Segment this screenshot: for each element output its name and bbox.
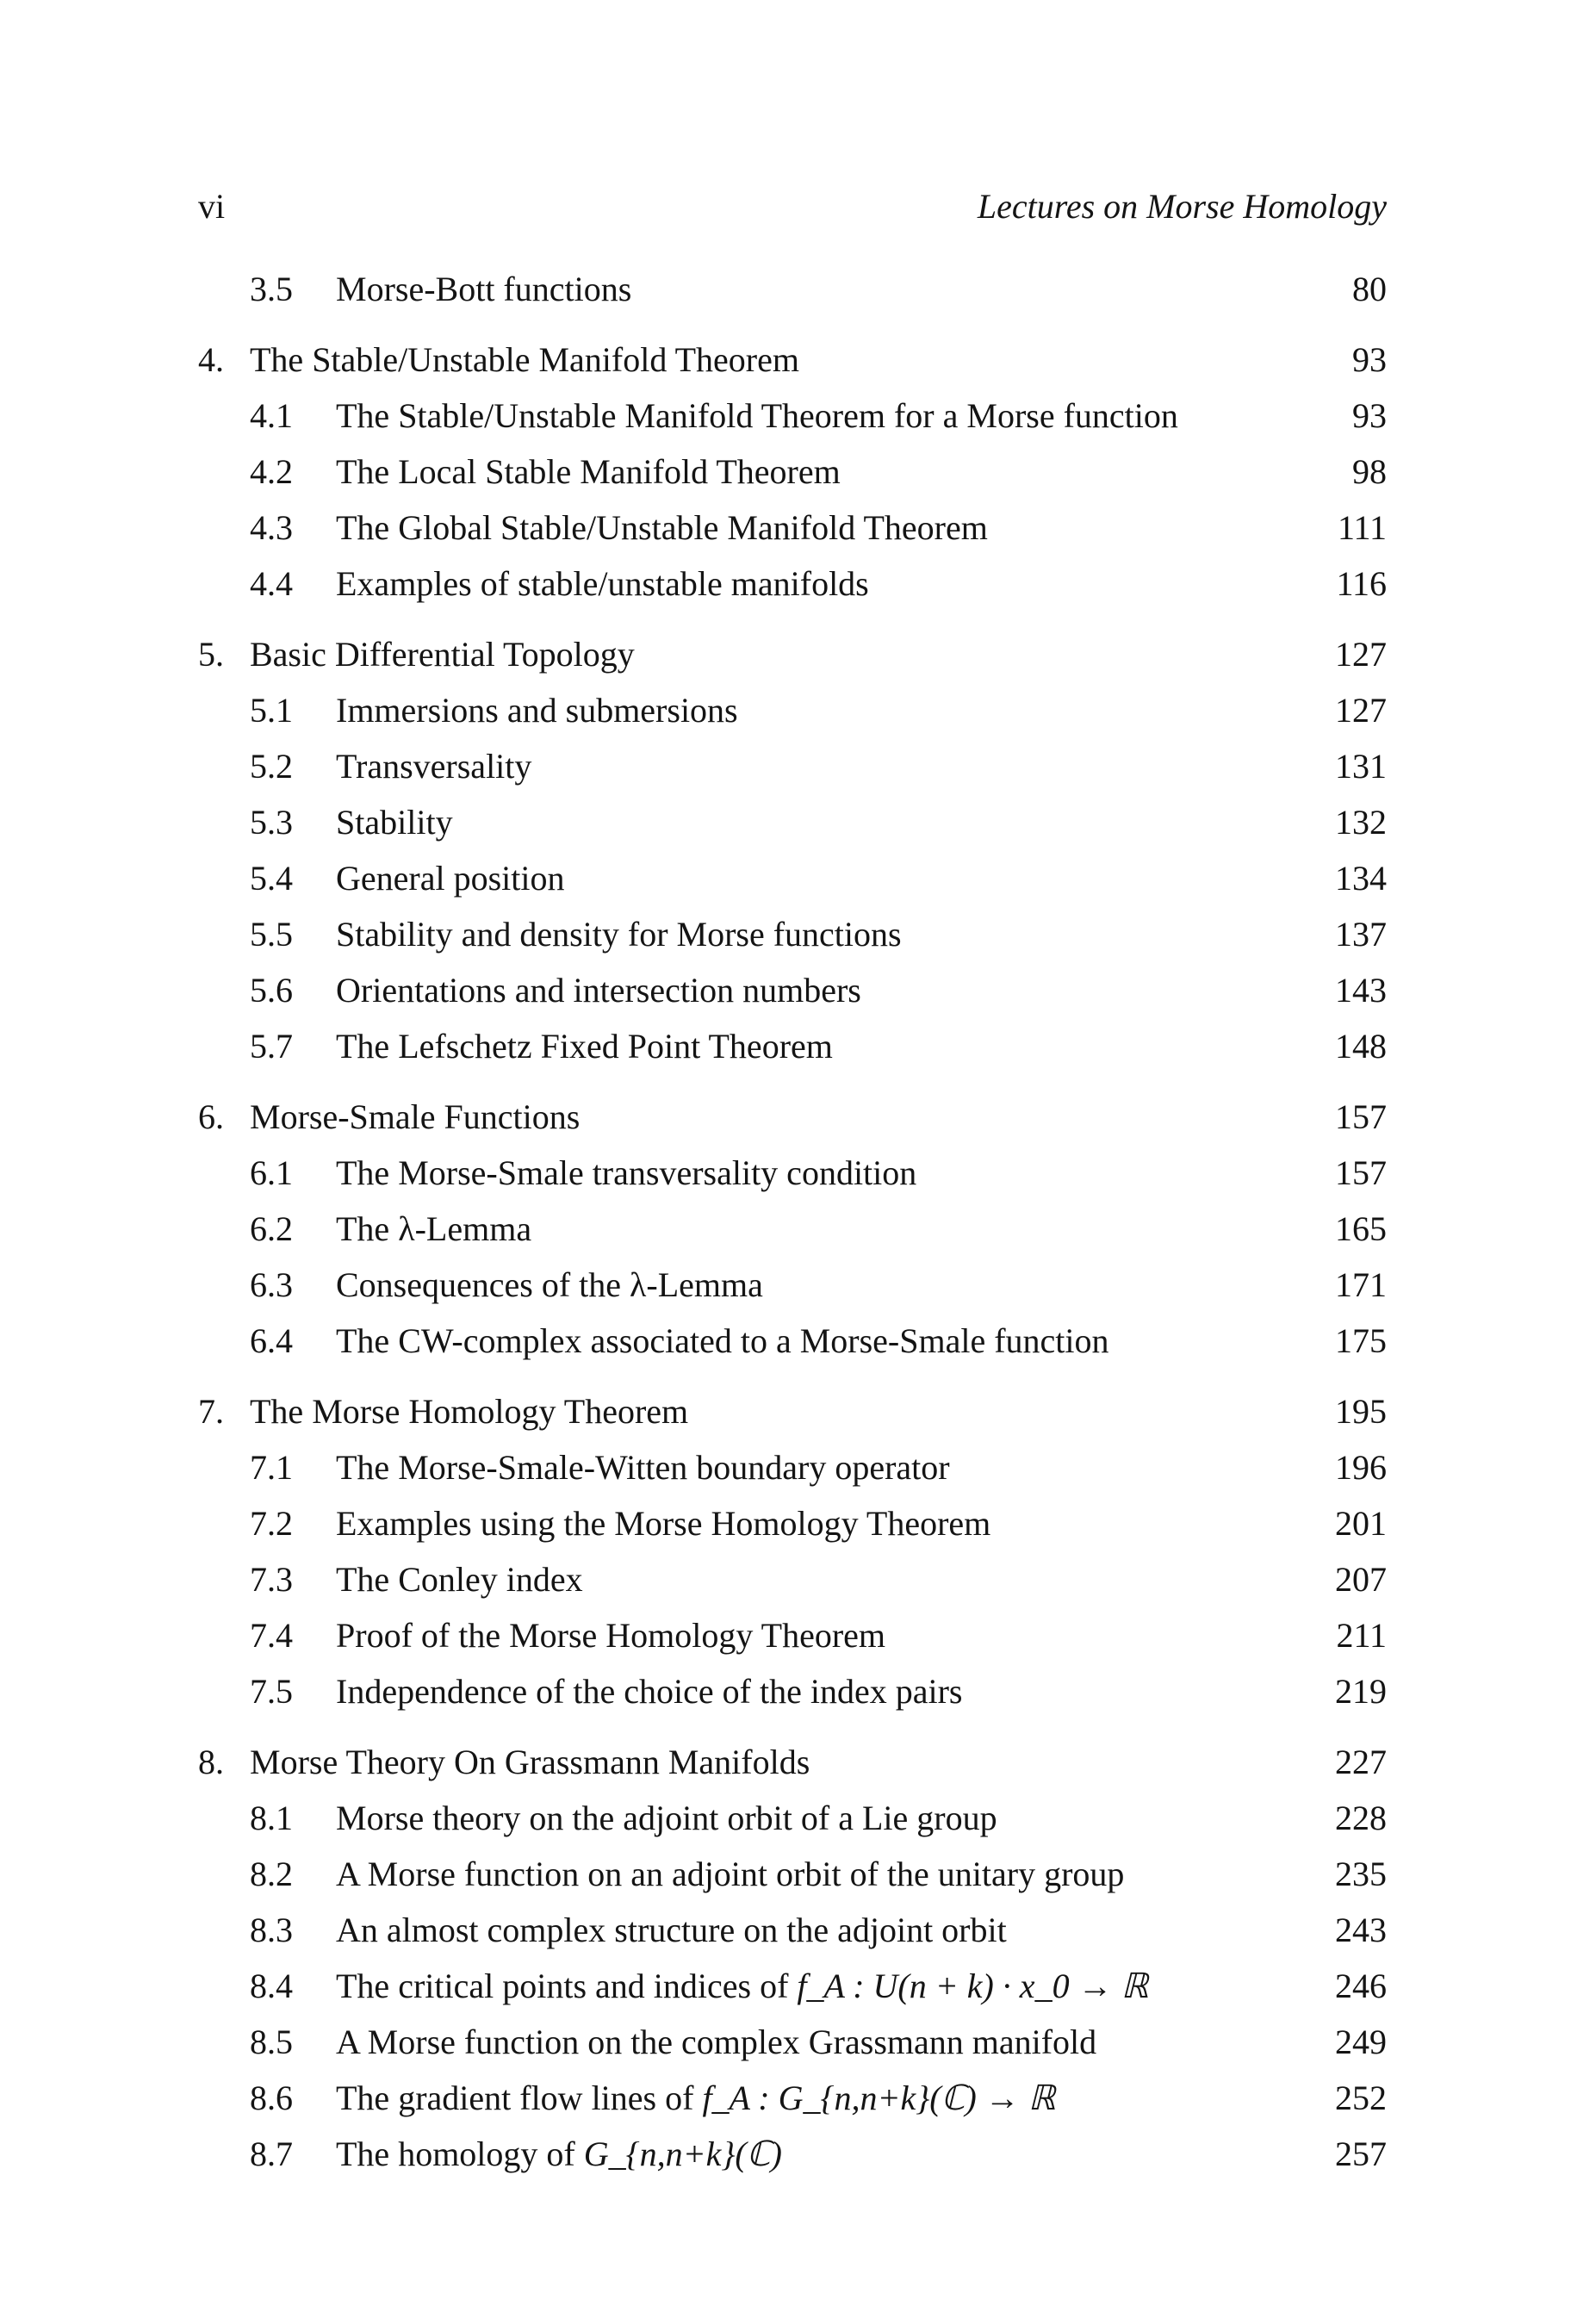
entry-page-number: 171	[1335, 1265, 1387, 1304]
section-entry	[198, 797, 1387, 848]
section-entry	[198, 741, 1387, 792]
entry-page-number: 93	[1352, 396, 1387, 435]
entry-number: 6.4	[250, 1321, 293, 1360]
entry-title: The gradient flow lines of f_A : G_{n,n+k}(ℂ) → ℝ	[336, 2079, 1056, 2117]
entry-page-number: 80	[1352, 270, 1387, 308]
entry-title: An almost complex structure on the adjoint orbit	[336, 1911, 1007, 1949]
entry-number: 5.	[198, 635, 224, 674]
entry-title: A Morse function on an adjoint orbit of the unitary group	[336, 1855, 1125, 1893]
entry-number: 3.5	[250, 270, 293, 308]
entry-page-number: 207	[1335, 1560, 1387, 1599]
entry-title: Morse theory on the adjoint orbit of a Lie group	[336, 1799, 997, 1837]
entry-title: The Conley index	[336, 1560, 583, 1599]
entry-number: 4.1	[250, 396, 293, 435]
entry-page-number: 148	[1335, 1027, 1387, 1066]
entry-number: 6.3	[250, 1265, 293, 1304]
section-entry	[198, 965, 1387, 1016]
section-entry	[198, 1203, 1387, 1255]
entry-number: 5.4	[250, 859, 293, 898]
entry-page-number: 111	[1337, 508, 1387, 547]
entry-title: Morse Theory On Grassmann Manifolds	[250, 1743, 810, 1781]
entry-page-number: 201	[1335, 1504, 1387, 1543]
entry-number: 7.4	[250, 1616, 293, 1655]
section-entry	[198, 1905, 1387, 1956]
entry-number: 5.2	[250, 747, 293, 786]
chapter-entry	[198, 334, 1387, 386]
running-title: Lectures on Morse Homology	[977, 187, 1387, 226]
entry-number: 7.	[198, 1392, 224, 1431]
entry-title: Stability	[336, 803, 453, 842]
entry-page-number: 257	[1335, 2134, 1387, 2173]
entry-page-number: 249	[1335, 2023, 1387, 2061]
entry-number: 7.1	[250, 1448, 293, 1487]
entry-math: G_{n,n+k}(ℂ)	[583, 2134, 782, 2173]
entry-page-number: 157	[1335, 1153, 1387, 1192]
running-head	[198, 181, 1387, 233]
entry-page-number: 143	[1335, 971, 1387, 1010]
entry-title: Orientations and intersection numbers	[336, 971, 861, 1010]
entry-page-number: 246	[1335, 1967, 1387, 2005]
section-entry	[198, 1442, 1387, 1494]
entry-number: 7.3	[250, 1560, 293, 1599]
entry-number: 5.6	[250, 971, 293, 1010]
entry-page-number: 211	[1336, 1616, 1387, 1655]
page-folio: vi	[198, 187, 226, 226]
section-entry	[198, 446, 1387, 498]
entry-page-number: 137	[1335, 915, 1387, 954]
entry-number: 5.5	[250, 915, 293, 954]
entry-number: 6.2	[250, 1209, 293, 1248]
entry-page-number: 93	[1352, 340, 1387, 379]
entry-number: 4.3	[250, 508, 293, 547]
entry-number: 8.5	[250, 2023, 293, 2061]
entry-title: The Morse Homology Theorem	[250, 1392, 689, 1431]
entry-title: Immersions and submersions	[336, 691, 738, 730]
entry-number: 5.3	[250, 803, 293, 842]
entry-title: The Morse-Smale-Witten boundary operator	[336, 1448, 950, 1487]
section-entry	[198, 1610, 1387, 1662]
chapter-entry	[198, 1386, 1387, 1438]
section-entry	[198, 1021, 1387, 1072]
entry-page-number: 252	[1335, 2079, 1387, 2117]
entry-page-number: 98	[1352, 452, 1387, 491]
entry-number: 8.4	[250, 1967, 293, 2005]
entry-number: 8.6	[250, 2079, 293, 2117]
entry-number: 7.5	[250, 1672, 293, 1711]
section-entry	[198, 2016, 1387, 2068]
entry-title: The Global Stable/Unstable Manifold Theorem	[336, 508, 988, 547]
section-entry	[198, 1849, 1387, 1900]
entry-number: 8.3	[250, 1911, 293, 1949]
section-entry	[198, 1793, 1387, 1844]
entry-number: 6.1	[250, 1153, 293, 1192]
section-entry	[198, 1147, 1387, 1199]
entry-page-number: 196	[1335, 1448, 1387, 1487]
section-entry	[198, 390, 1387, 442]
entry-math: f_A : G_{n,n+k}(ℂ) → ℝ	[702, 2079, 1056, 2117]
entry-page-number: 116	[1336, 564, 1387, 603]
entry-page-number: 127	[1335, 635, 1387, 674]
section-entry	[198, 685, 1387, 736]
entry-number: 5.1	[250, 691, 293, 730]
section-entry	[198, 1315, 1387, 1367]
section-entry	[198, 1554, 1387, 1606]
entry-page-number: 157	[1335, 1097, 1387, 1136]
entry-title: The Local Stable Manifold Theorem	[336, 452, 841, 491]
chapter-entry	[198, 629, 1387, 680]
entry-title: Consequences of the λ-Lemma	[336, 1265, 763, 1304]
section-entry	[198, 909, 1387, 960]
section-entry	[198, 1960, 1387, 2012]
entry-title: General position	[336, 859, 565, 898]
section-entry	[198, 558, 1387, 610]
section-entry	[198, 2072, 1387, 2124]
entry-number: 6.	[198, 1097, 224, 1136]
entry-title: Proof of the Morse Homology Theorem	[336, 1616, 886, 1655]
chapter-entry	[198, 1737, 1387, 1788]
section-entry	[198, 502, 1387, 554]
entry-page-number: 134	[1335, 859, 1387, 898]
entry-page-number: 219	[1335, 1672, 1387, 1711]
chapter-entry	[198, 1091, 1387, 1143]
entry-title: The Stable/Unstable Manifold Theorem for a Morse function	[336, 396, 1178, 435]
entry-number: 7.2	[250, 1504, 293, 1543]
entry-number: 4.2	[250, 452, 293, 491]
entry-title: Stability and density for Morse functions	[336, 915, 902, 954]
section-entry	[198, 1498, 1387, 1550]
entry-title: The critical points and indices of f_A : U(n + k) · x_0 → ℝ	[336, 1967, 1149, 2005]
section-entry	[198, 1259, 1387, 1311]
entry-page-number: 228	[1335, 1799, 1387, 1837]
entry-title: Independence of the choice of the index pairs	[336, 1672, 963, 1711]
section-entry	[198, 1666, 1387, 1718]
section-entry	[198, 2128, 1387, 2180]
section-entry	[198, 264, 1387, 315]
entry-page-number: 227	[1335, 1743, 1387, 1781]
entry-page-number: 243	[1335, 1911, 1387, 1949]
entry-number: 5.7	[250, 1027, 293, 1066]
entry-title: The λ-Lemma	[336, 1209, 532, 1248]
entry-title: A Morse function on the complex Grassmann manifold	[336, 2023, 1097, 2061]
entry-number: 8.	[198, 1743, 224, 1781]
entry-number: 4.4	[250, 564, 293, 603]
entry-title: Examples of stable/unstable manifolds	[336, 564, 869, 603]
entry-page-number: 132	[1335, 803, 1387, 842]
entry-title: Morse-Smale Functions	[250, 1097, 581, 1136]
entry-title: The CW-complex associated to a Morse-Smale function	[336, 1321, 1109, 1360]
entry-title: The Morse-Smale transversality condition	[336, 1153, 917, 1192]
entry-title: Transversality	[336, 747, 532, 786]
entry-number: 4.	[198, 340, 224, 379]
entry-title: Basic Differential Topology	[250, 635, 635, 674]
entry-page-number: 165	[1335, 1209, 1387, 1248]
section-entry	[198, 853, 1387, 904]
entry-title: The Stable/Unstable Manifold Theorem	[250, 340, 799, 379]
entry-title: Examples using the Morse Homology Theorem	[336, 1504, 991, 1543]
entry-title: The homology of G_{n,n+k}(ℂ)	[336, 2134, 782, 2173]
entry-math: f_A : U(n + k) · x_0 → ℝ	[797, 1967, 1149, 2005]
entry-page-number: 235	[1335, 1855, 1387, 1893]
entry-page-number: 131	[1335, 747, 1387, 786]
entry-title: The Lefschetz Fixed Point Theorem	[336, 1027, 833, 1066]
entry-number: 8.7	[250, 2134, 293, 2173]
entry-page-number: 195	[1335, 1392, 1387, 1431]
entry-page-number: 127	[1335, 691, 1387, 730]
entry-number: 8.2	[250, 1855, 293, 1893]
entry-number: 8.1	[250, 1799, 293, 1837]
entry-page-number: 175	[1335, 1321, 1387, 1360]
entry-title: Morse-Bott functions	[336, 270, 632, 308]
